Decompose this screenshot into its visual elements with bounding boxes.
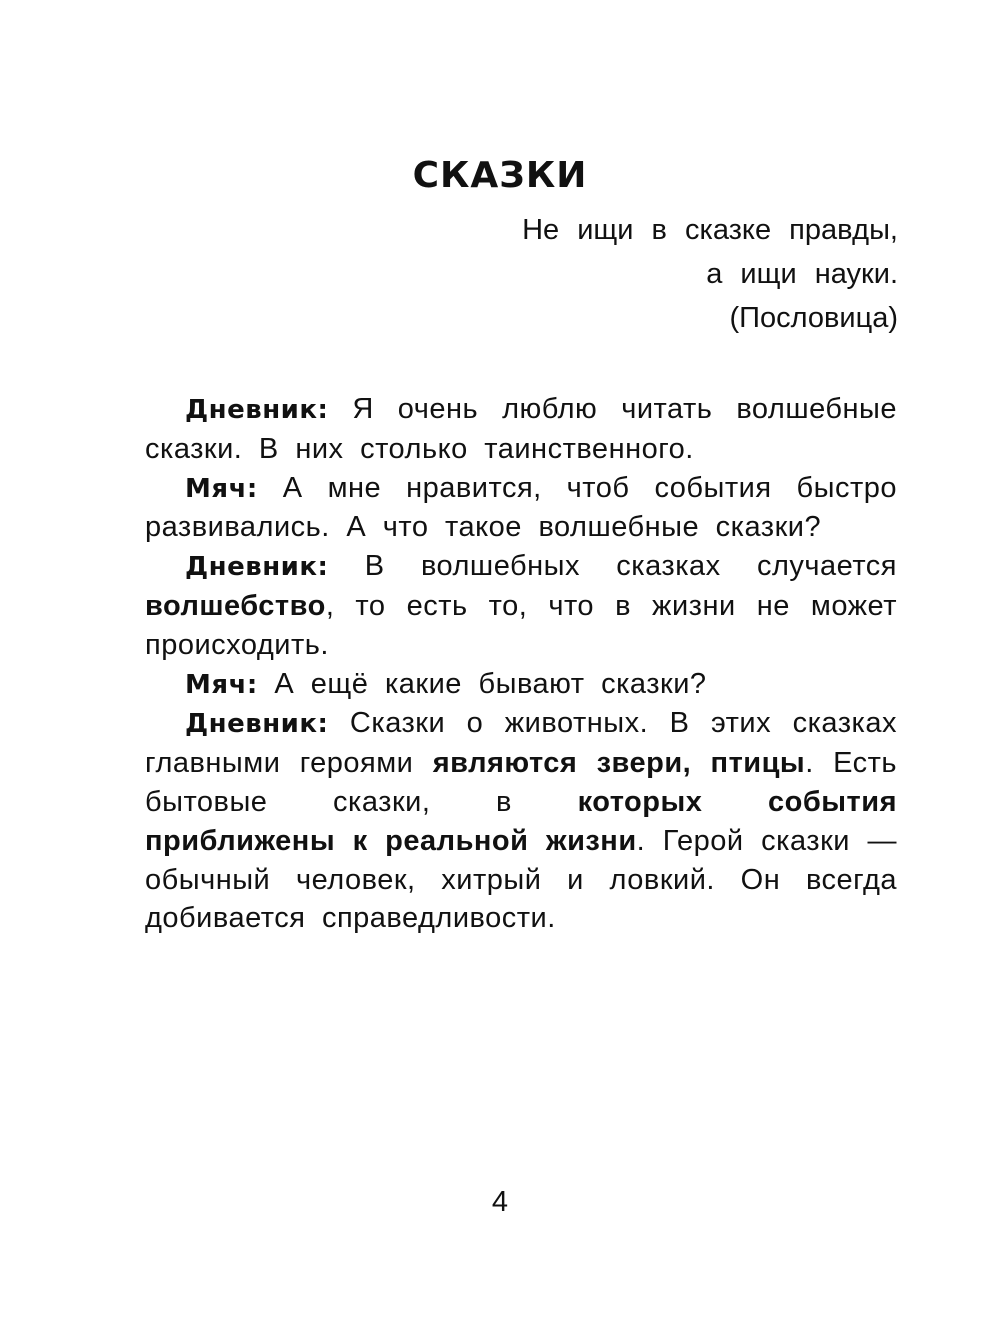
epigraph-source: (Пословица) — [729, 302, 898, 334]
page-number: 4 — [491, 1186, 509, 1218]
dialogue-paragraph — [145, 704, 897, 938]
dialogue-paragraph — [145, 469, 897, 548]
dialogue-line: А ещё какие бывают сказки? — [257, 667, 707, 700]
dialogue-line: Я очень люблю читать волшебные сказки. В них столько таинственного. — [145, 393, 897, 465]
dialogue-paragraph — [145, 390, 897, 469]
speaker-label: Дневник: — [185, 709, 329, 740]
dialogue-line: А мне нравится, чтоб события быстро развивались. А что такое волшебные сказки? — [145, 471, 897, 544]
epigraph-line: Не ищи в сказке правды, — [522, 214, 898, 246]
speaker-label: Мяч: — [185, 473, 258, 504]
dialogue-paragraph — [145, 547, 897, 664]
dialogue-line: . Есть бытовые сказки, в — [145, 747, 897, 818]
dialogue-paragraph — [145, 665, 897, 705]
speaker-label: Дневник: — [185, 395, 329, 425]
emphasized-term: которых события приближены к реальной жизни — [145, 785, 897, 857]
speaker-label: Мяч: — [185, 669, 258, 700]
epigraph-line: а ищи науки. — [706, 258, 898, 290]
dialogue-line: Сказки о животных. В этих сказках главными героями — [145, 707, 897, 780]
dialogue-line: . Герой сказки — обычный человек, хитрый и ловкий. Он всегда добивается справедливости. — [145, 824, 897, 935]
dialogue-line: , то есть то, что в жизни не может происходить. — [145, 589, 897, 661]
page-title: СКАЗКИ — [412, 155, 588, 196]
dialogue-line: В волшебных сказках случается — [328, 550, 897, 583]
epigraph — [400, 208, 898, 340]
emphasized-term: волшебство — [145, 589, 326, 622]
speaker-label: Дневник: — [185, 552, 329, 583]
emphasized-term: являются звери, птицы — [432, 747, 806, 780]
dialogue-text — [145, 390, 897, 938]
